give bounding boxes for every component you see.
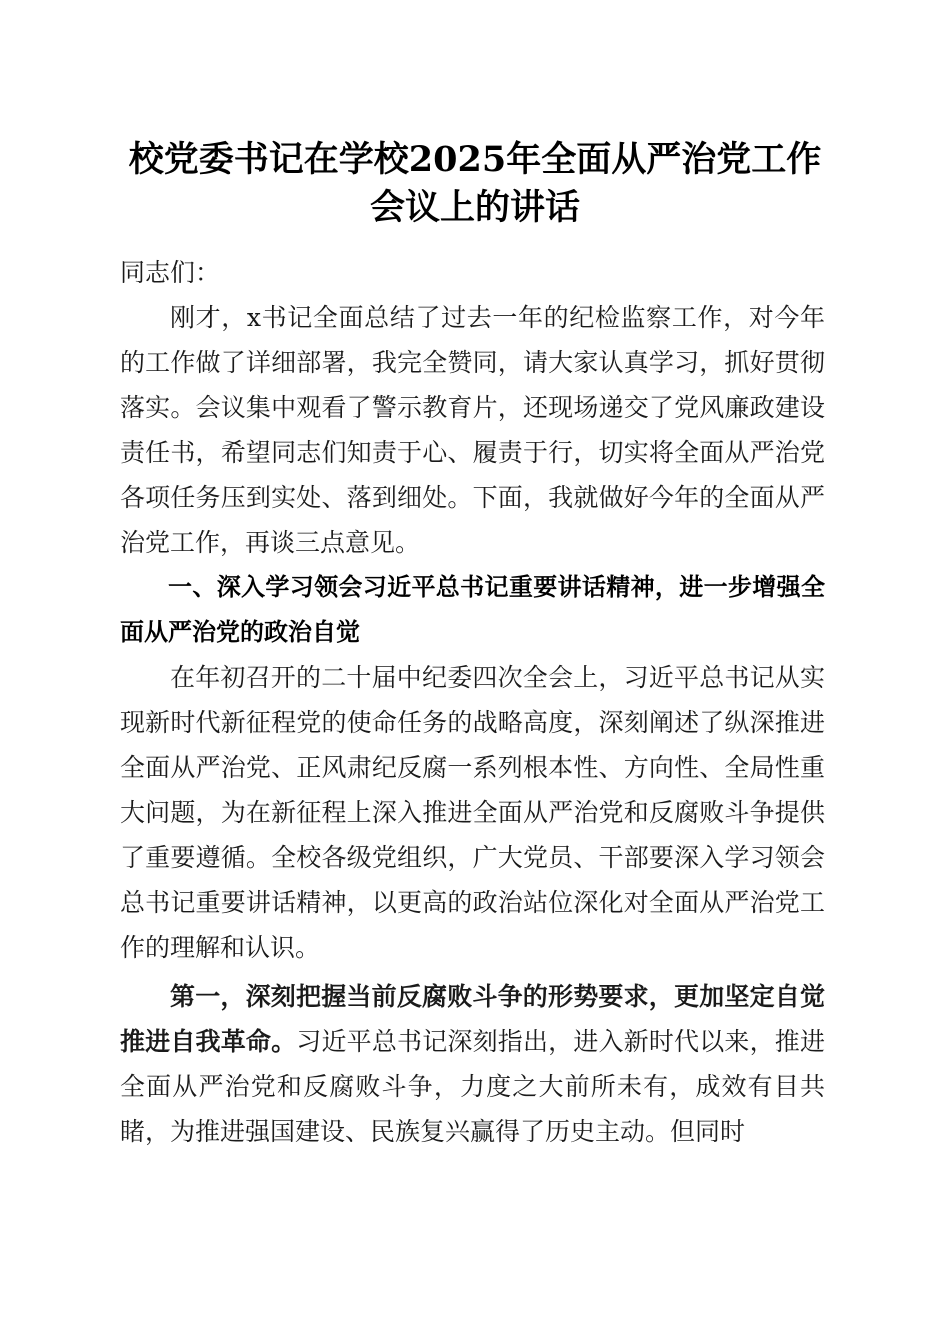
document-title-line-1: 校党委书记在学校2025年全面从严治党工作 bbox=[128, 139, 822, 180]
section-heading-1: 一、深入学习领会习近平总书记重要讲话精神，进一步增强全面从严治党的政治自觉 bbox=[120, 573, 825, 646]
document-title-line-2: 会议上的讲话 bbox=[369, 187, 580, 228]
paragraph-section-1: 在年初召开的二十届中纪委四次全会上，习近平总书记从实现新时代新征程党的使命任务的战略高度，深刻阐述了纵深推进全面从严治党、正风肃纪反腐一系列根本性、方向性、全局性重大问题，为在新征程上深入推进全面从严治党和反腐败斗争提供了重要遵循。全校各级党组织，广大党员、干部要深入学习领会总书记重要讲话精神，以更高的政治站位深化对全面从严治党工作的理解和认识。 bbox=[120, 663, 825, 962]
point-1-text: 习近平总书记深刻指出，进入新时代以来，推进全面从严治党和反腐败斗争，力度之大前所未有，成效有目共睹，为推进强国建设、民族复兴赢得了历史主动。但同时 bbox=[120, 1027, 825, 1146]
point-1-lead: 第一，深刻把握当前反腐败斗争的形势要求，更加坚定自觉推进自我革命。 bbox=[120, 982, 825, 1056]
salutation: 同志们： bbox=[120, 258, 221, 287]
paragraph-point-1 bbox=[120, 974, 825, 1154]
document-body bbox=[120, 250, 825, 1154]
paragraph-intro: 刚才，x书记全面总结了过去一年的纪检监察工作，对今年的工作做了详细部署，我完全赞同，请大家认真学习，抓好贯彻落实。会议集中观看了警示教育片，还现场递交了党风廉政建设责任书，希望同志们知责于心、履责于行，切实将全面从严治党各项任务压到实处、落到细处。下面，我就做好今年的全面从严治党工作，再谈三点意见。 bbox=[120, 303, 825, 557]
